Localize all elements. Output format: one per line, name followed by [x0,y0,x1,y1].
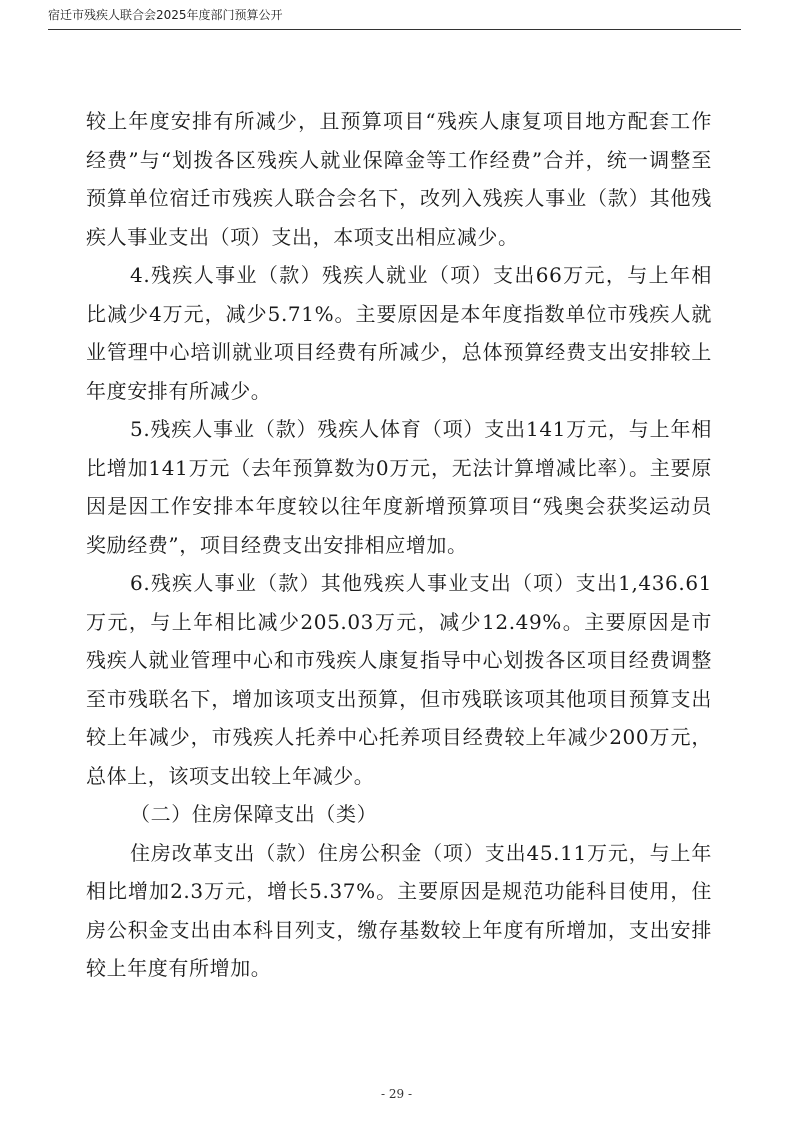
paragraph-housing-fund: 住房改革支出（款）住房公积金（项）支出45.11万元，与上年相比增加2.3万元，增长5.37%。主要原因是规范功能科目使用，住房公积金支出由本科目列支，缴存基数较上年度有所增加，支出安排较上年度有所增加。 [86,840,712,980]
page-header: 宿迁市残疾人联合会2025年度部门预算公开 [48,6,741,30]
paragraph-continued: 较上年度安排有所减少，且预算项目“残疾人康复项目地方配套工作经费”与“划拨各区残疾人就业保障金等工作经费”合并，统一调整至预算单位宿迁市残疾人联合会名下，改列入残疾人事业（款）其他残疾人事业支出（项）支出，本项支出相应减少。 [86,109,712,249]
document-body [86,102,712,988]
paragraph-item-6-other: 6.残疾人事业（款）其他残疾人事业支出（项）支出1,436.61万元，与上年相比减少205.03万元，减少12.49%。主要原因是市残疾人就业管理中心和市残疾人康复指导中心划拨各区项目经费调整至市残联名下，增加该项支出预算，但市残联该项其他项目预算支出较上年减少，市残疾人托养中心托养项目经费较上年减少200万元，总体上，该项支出较上年减少。 [86,571,712,788]
section-heading-housing: （二）住房保障支出（类） [130,802,378,826]
page-number: - 29 - [380,1087,412,1101]
paragraph-item-4-employment: 4.残疾人事业（款）残疾人就业（项）支出66万元，与上年相比减少4万元，减少5.71%。主要原因是本年度指数单位市残疾人就业管理中心培训就业项目经费有所减少，总体预算经费支出安排较上年度安排有所减少。 [86,263,712,403]
paragraph-item-5-sports: 5.残疾人事业（款）残疾人体育（项）支出141万元，与上年相比增加141万元（去年预算数为0万元，无法计算增减比率）。主要原因是因工作安排本年度较以往年度新增预算项目“残奥会获奖运动员奖励经费”，项目经费支出安排相应增加。 [86,417,712,557]
